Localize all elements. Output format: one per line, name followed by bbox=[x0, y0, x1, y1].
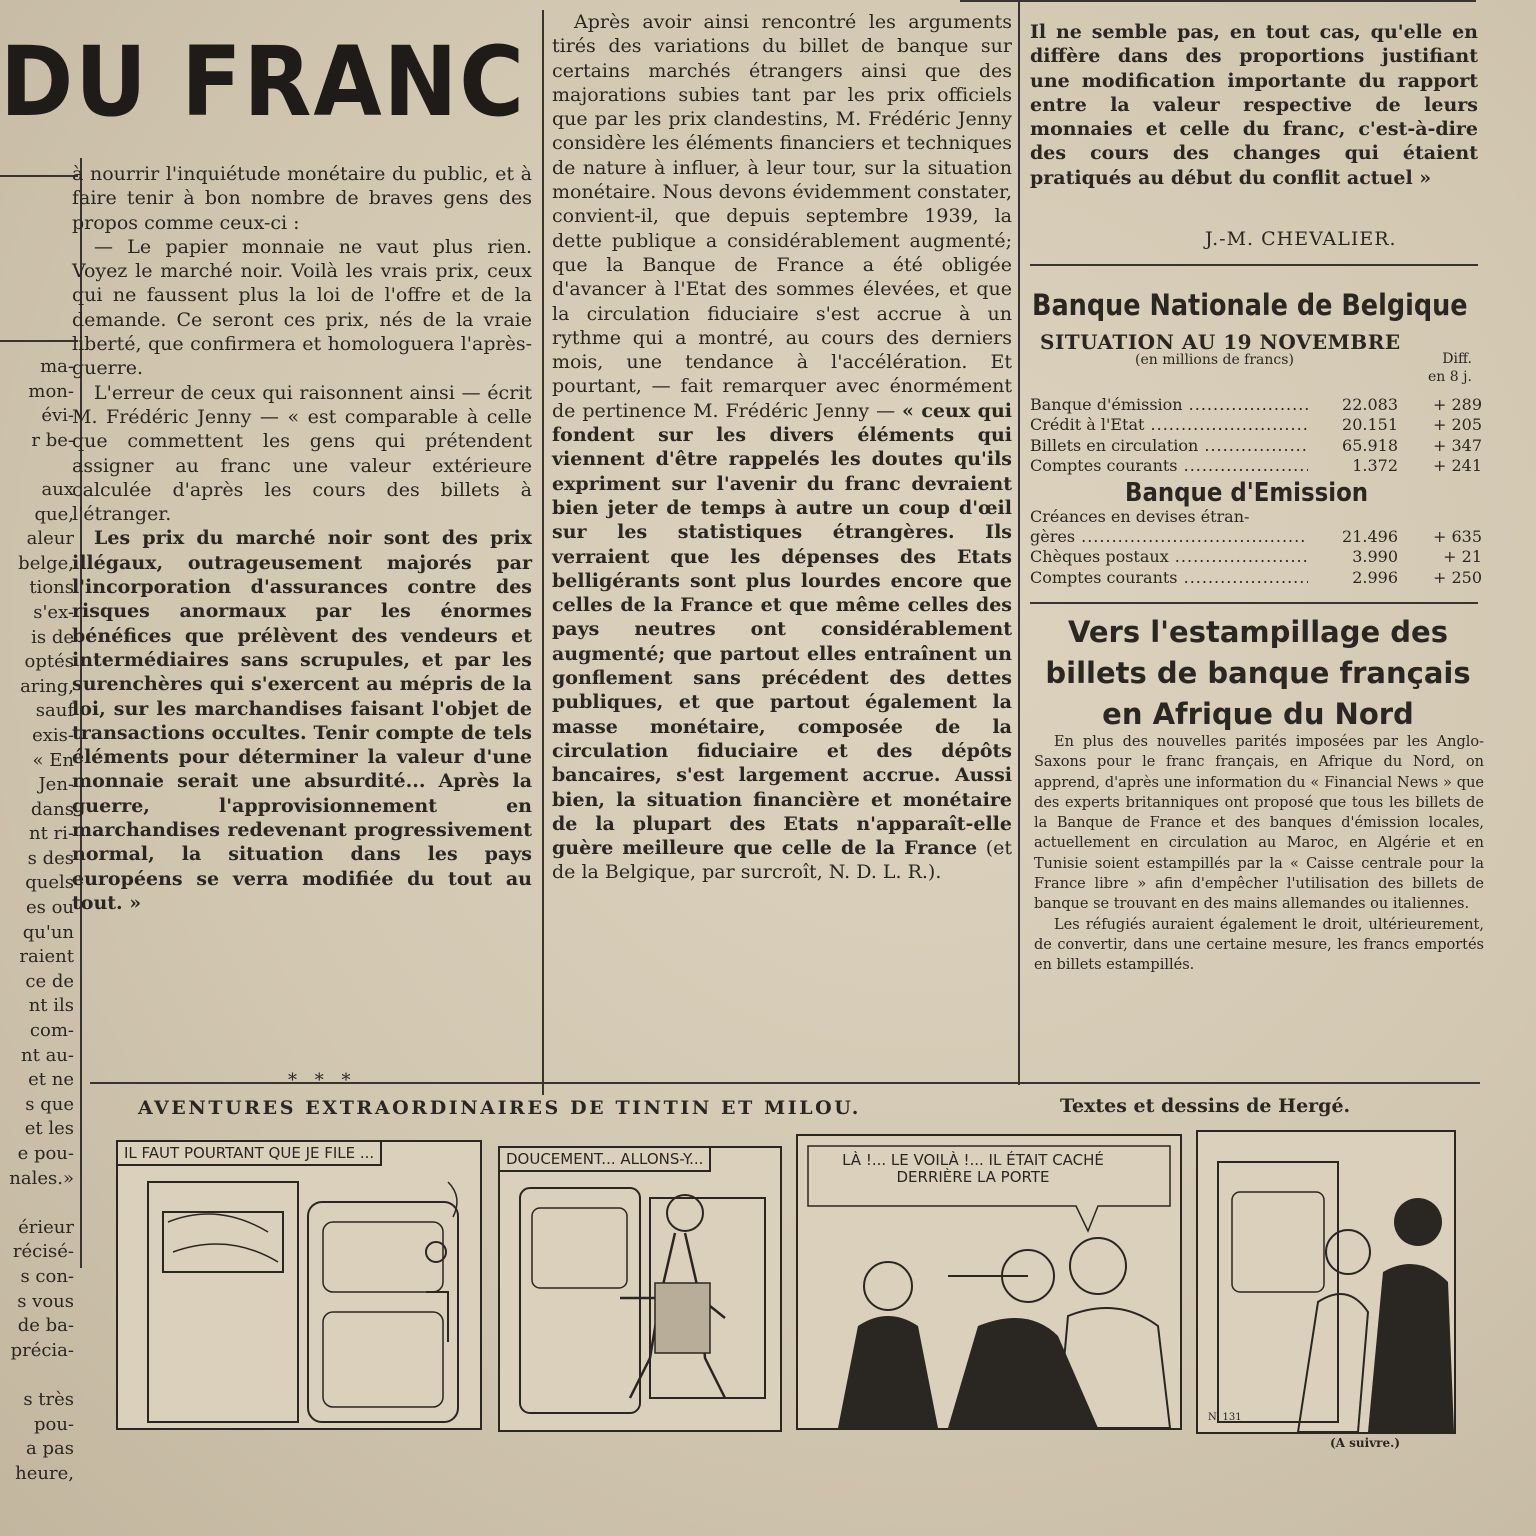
comic-heading: AVENTURES EXTRAORDINAIRES DE TINTIN ET MILOU. bbox=[138, 1097, 861, 1119]
col1-paragraph-1: à nourrir l'inquiétude monétaire du public, et à faire tenir à bon nombre de braves gens des propos comme ceux-ci : bbox=[72, 163, 532, 234]
stat-value: 20.151 bbox=[1342, 415, 1398, 434]
stat-diff: + 241 bbox=[1432, 456, 1482, 475]
col2-text: Après avoir ainsi rencontré les arguments tirés des variations du billet de banque sur certains marchés étrangers ainsi que des majorations subies tant par les prix officiels que par les prix clandestins, M. Frédéric Jenny considère les éléments financiers et techniques de nature à influer, à leur tour, sur la situation monétaire. Nous devons évidemment constater, convient-il, que depuis septembre 1939, la dette publique a considérablement augmenté; que la Banque de France a été obligée d'avancer à l'Etat des sommes élevées, et que la circulation fiduciaire s'est accrue à un rythme qui a montré, au cours des derniers mois, une tendance à l'accélération. Et pourtant, — fait remarquer avec énormément de pertinence M. Frédéric Jenny — bbox=[552, 11, 1012, 422]
col1-paragraph-2: — Le papier monnaie ne vaut plus rien. Voyez le marché noir. Voilà les vrais prix, ceux qui ne faussent plus la loi de l'offre et de la demande. Ce seront ces prix, nés de la vraie liberté, que confirmera et homologuera l'après-guerre. bbox=[72, 235, 532, 380]
author-signature: J.-M. CHEVALIER. bbox=[1205, 228, 1397, 250]
stat-row bbox=[1030, 525, 1482, 546]
headline: DU FRANC bbox=[0, 26, 526, 138]
left-fragment-line: e pou- bbox=[17, 1143, 74, 1164]
stat-value: 65.918 bbox=[1342, 435, 1398, 455]
left-fragment-line: heure, bbox=[15, 1462, 74, 1484]
article-body bbox=[1034, 732, 1484, 976]
left-fragment-line: nt ils bbox=[28, 995, 74, 1017]
left-fragment-line: sauf bbox=[35, 700, 74, 722]
left-fragment-line: nt au- bbox=[21, 1044, 74, 1066]
stat-row bbox=[1030, 434, 1482, 455]
stat-diff: + 347 bbox=[1432, 435, 1482, 455]
left-fragment-line: nales.» bbox=[9, 1167, 74, 1189]
col2-bold-quote: « ceux qui fondent sur les divers éléments qui viennent d'être rappelés les doutes qu'ils expriment sur l'avenir du franc devraient bien jeter de temps à autre un coup d'œil sur les statistiques étrangères. Ils verraient que les dépenses des Etats belligérants sont plus lourdes encore que celles de la France et que même celles des pays neutres ont considérablement augmenté; que partout elles entraînent un gonflement sans précédent des dettes publiques, et que partout également la masse monétaire, composée de la circulation fiduciaire et des dépôts bancaires, s'est largement accrue. Aussi bien, la situation financière et monétaire de la plupart des Etats n'apparaît-elle guère meilleure que celle de la France bbox=[552, 399, 1012, 860]
stat-label: Crédit à l'Etat ..... bbox=[1030, 415, 1308, 434]
left-fragment-line: s vous bbox=[17, 1290, 74, 1312]
left-fragment-line: nt ri- bbox=[29, 823, 74, 845]
headline-rule-left bbox=[0, 175, 78, 177]
diff-header-line-1: Diff. bbox=[1442, 351, 1472, 367]
left-fragment-line: s des bbox=[27, 847, 74, 869]
stat-diff: + 205 bbox=[1432, 415, 1482, 434]
section-stars: * * * bbox=[288, 1070, 357, 1091]
left-fragment-line: Jen- bbox=[38, 774, 74, 796]
article-paragraph-1: En plus des nouvelles parités imposées par les Anglo-Saxons pour le franc français, en Afrique du Nord, on apprend, d'après une information du « Financial News » que des experts britanniques ont proposé que tous les billets de la Banque de France et des banques d'émission locales, actuellement en circulation au Maroc, en Algérie et en Tunisie soient estampillés par la « Caisse centrale pour la France libre » afin d'empêcher l'utilisation des billets de banque se trouvant en des mains allemandes ou italiennes. bbox=[1034, 734, 1484, 913]
left-fragment-line: dans bbox=[30, 798, 74, 820]
article-column-2 bbox=[552, 10, 1012, 885]
stat-row bbox=[1030, 414, 1482, 435]
col1-paragraph-3: L'erreur de ceux qui raisonnent ainsi — écrit M. Frédéric Jenny — « est comparable à celle que commettent les gens qui prétendent assigner au franc une valeur extérieure calculée d'après les cours des billets à l'étranger. bbox=[72, 381, 532, 526]
to-be-continued: (A suivre.) bbox=[1330, 1436, 1400, 1450]
stats-rule bbox=[1030, 602, 1478, 604]
panel-2-caption: DOUCEMENT... ALLONS-Y... bbox=[500, 1148, 711, 1172]
comic-panel-1 bbox=[116, 1140, 482, 1430]
stat-label: Comptes courants ..... bbox=[1030, 568, 1308, 587]
left-fragment-line: com- bbox=[29, 1020, 74, 1042]
stat-value: 1.372 bbox=[1352, 456, 1398, 475]
left-fragment-line: mon- bbox=[28, 380, 74, 402]
column-rule-3 bbox=[1018, 0, 1020, 1085]
left-fragment-line: pou- bbox=[33, 1413, 74, 1435]
left-fragment-line bbox=[0, 1191, 74, 1216]
article-paragraph-2: Les réfugiés auraient également le droit, ultérieurement, de convertir, dans une certaine mesure, les francs emportés en billets estampillés. bbox=[1034, 916, 1484, 974]
left-fragment-line: quels bbox=[25, 872, 74, 894]
left-fragment-line bbox=[0, 453, 74, 478]
left-fragment-line: qu'un bbox=[22, 921, 74, 943]
left-box-rule bbox=[0, 340, 78, 342]
comic-panel-2 bbox=[498, 1146, 782, 1432]
top-rule bbox=[960, 0, 1476, 2]
bnb-subhead: Banque d'Emission bbox=[1125, 478, 1369, 508]
left-fragment-line: aring, bbox=[20, 675, 74, 697]
left-fragment-line: récisé- bbox=[12, 1241, 74, 1263]
stat-value: 22.083 bbox=[1342, 394, 1398, 414]
bnb-unit: (en millions de francs) bbox=[1135, 352, 1294, 368]
left-fragment-line: s que bbox=[25, 1093, 74, 1115]
left-fragment-line: r be- bbox=[31, 429, 74, 451]
bnb-stats-table-2 bbox=[1030, 525, 1482, 587]
stat-row bbox=[1030, 393, 1482, 414]
stat-diff: + 289 bbox=[1432, 394, 1482, 414]
left-fragment-line: es ou bbox=[25, 897, 74, 919]
left-fragment-line: raient bbox=[19, 946, 74, 968]
left-fragment-line: ma- bbox=[40, 356, 74, 377]
left-fragment-line: ce de bbox=[25, 970, 74, 992]
article-title: Vers l'estampillage des billets de banque français en Afrique du Nord bbox=[1045, 615, 1471, 731]
stat-label: Banque d'émission ..... bbox=[1030, 395, 1308, 414]
stat-label: Comptes courants ..... bbox=[1030, 456, 1308, 475]
diff-header-line-2: en 8 j. bbox=[1428, 369, 1472, 385]
bnb-stats-table bbox=[1030, 393, 1482, 475]
left-fragment-line: évi- bbox=[41, 405, 74, 427]
panel-1-caption: IL FAUT POURTANT QUE JE FILE ... bbox=[118, 1142, 382, 1166]
left-fragment-line: précia- bbox=[10, 1339, 74, 1361]
left-column-fragments bbox=[0, 355, 74, 1486]
left-fragment-line: exis- bbox=[32, 724, 74, 746]
left-fragment-line: érieur bbox=[18, 1216, 74, 1238]
stat-diff: + 250 bbox=[1432, 567, 1482, 587]
col3-paragraph-1: Il ne semble pas, en tout cas, qu'elle en diffère dans des proportions justifiant une modification importante du rapport entre la valeur respective de leurs monnaies et celle du franc, c'est-à-dire des cours des changes qui étaient pratiqués au début du conflit actuel » bbox=[1030, 21, 1478, 189]
left-fragment-line: s'ex- bbox=[33, 601, 74, 623]
stat-value: 3.990 bbox=[1352, 547, 1398, 566]
stat-label: Billets en circulation ..... bbox=[1030, 436, 1308, 455]
signature-rule bbox=[1030, 264, 1478, 266]
comic-panel-3 bbox=[796, 1134, 1182, 1430]
panel-3-bubble-line-1: LÀ !... LE VOILÀ !... IL ÉTAIT CACHÉ bbox=[842, 1151, 1104, 1169]
left-fragment-line: et ne bbox=[28, 1069, 74, 1091]
stat-label: Chèques postaux ..... bbox=[1030, 547, 1308, 566]
panel-4-drawing bbox=[1198, 1132, 1454, 1432]
col1-paragraph-4: Les prix du marché noir sont des prix illégaux, outrageusement majorés par l'incorporation d'assurances contre des risques anormaux par les énormes bénéfices que prélèvent des vendeurs et intermédiaires sans scrupules, et par les surenchères qui s'exercent au mépris de la loi, sur les marchandises faisant l'objet de transactions occultes. Tenir compte de tels éléments pour déterminer la valeur d'une monnaie serait une absurdité... Après la guerre, l'approvisionnement en marchandises redevenant progressivement normal, la situation dans les pays européens se verra modifiée du tout au tout. » bbox=[72, 527, 532, 914]
bnb-subtitle: SITUATION AU 19 NOVEMBRE bbox=[1040, 330, 1401, 354]
left-fragment-line: a pas bbox=[26, 1438, 74, 1460]
left-fragment-line: aux bbox=[41, 478, 74, 500]
comic-credit: Textes et dessins de Hergé. bbox=[1060, 1095, 1351, 1117]
stat-row bbox=[1030, 546, 1482, 567]
left-fragment-line: s con- bbox=[20, 1265, 74, 1287]
left-fragment-line: de ba- bbox=[17, 1315, 74, 1337]
col2-paragraph-1 bbox=[552, 10, 1012, 885]
stat-row bbox=[1030, 566, 1482, 587]
article-column-1 bbox=[72, 162, 532, 915]
left-fragment-line: belge, bbox=[18, 552, 74, 574]
stat-diff: + 21 bbox=[1443, 547, 1482, 566]
stat-label-creances: Créances en devises étran- bbox=[1030, 507, 1250, 526]
panel-3-bubble-line-2: DERRIÈRE LA PORTE bbox=[896, 1168, 1050, 1186]
comic-panel-4 bbox=[1196, 1130, 1456, 1434]
panel-3-bubble bbox=[808, 1152, 1138, 1186]
bnb-diff-header bbox=[1428, 350, 1472, 386]
left-fragment-line: et les bbox=[24, 1118, 74, 1140]
left-fragment-line: tions bbox=[29, 577, 74, 599]
stat-value: 2.996 bbox=[1352, 567, 1398, 587]
left-fragment-line: optés bbox=[24, 651, 74, 673]
col2-end: (et de la Belgique, par surcroît, N. D. L. R.). bbox=[552, 837, 1012, 884]
stat-value: 21.496 bbox=[1342, 526, 1398, 546]
left-fragment-line: que, bbox=[34, 503, 74, 525]
column-rule-2 bbox=[542, 10, 544, 1095]
article-column-3 bbox=[1030, 20, 1478, 190]
left-fragment-line: « En bbox=[32, 749, 74, 771]
stat-label: gères ..... bbox=[1030, 527, 1308, 546]
stat-row bbox=[1030, 455, 1482, 476]
bnb-title: Banque Nationale de Belgique bbox=[1032, 288, 1468, 322]
panel-4-number: N. 131 bbox=[1208, 1412, 1242, 1423]
left-fragment-line: s très bbox=[23, 1388, 74, 1410]
left-fragment-line: is de bbox=[31, 626, 74, 648]
panel-1-drawing bbox=[118, 1142, 480, 1428]
left-fragment-line: aleur bbox=[26, 528, 74, 550]
panel-2-drawing bbox=[500, 1148, 780, 1430]
left-fragment-line bbox=[0, 1363, 74, 1388]
stat-diff: + 635 bbox=[1432, 526, 1482, 546]
